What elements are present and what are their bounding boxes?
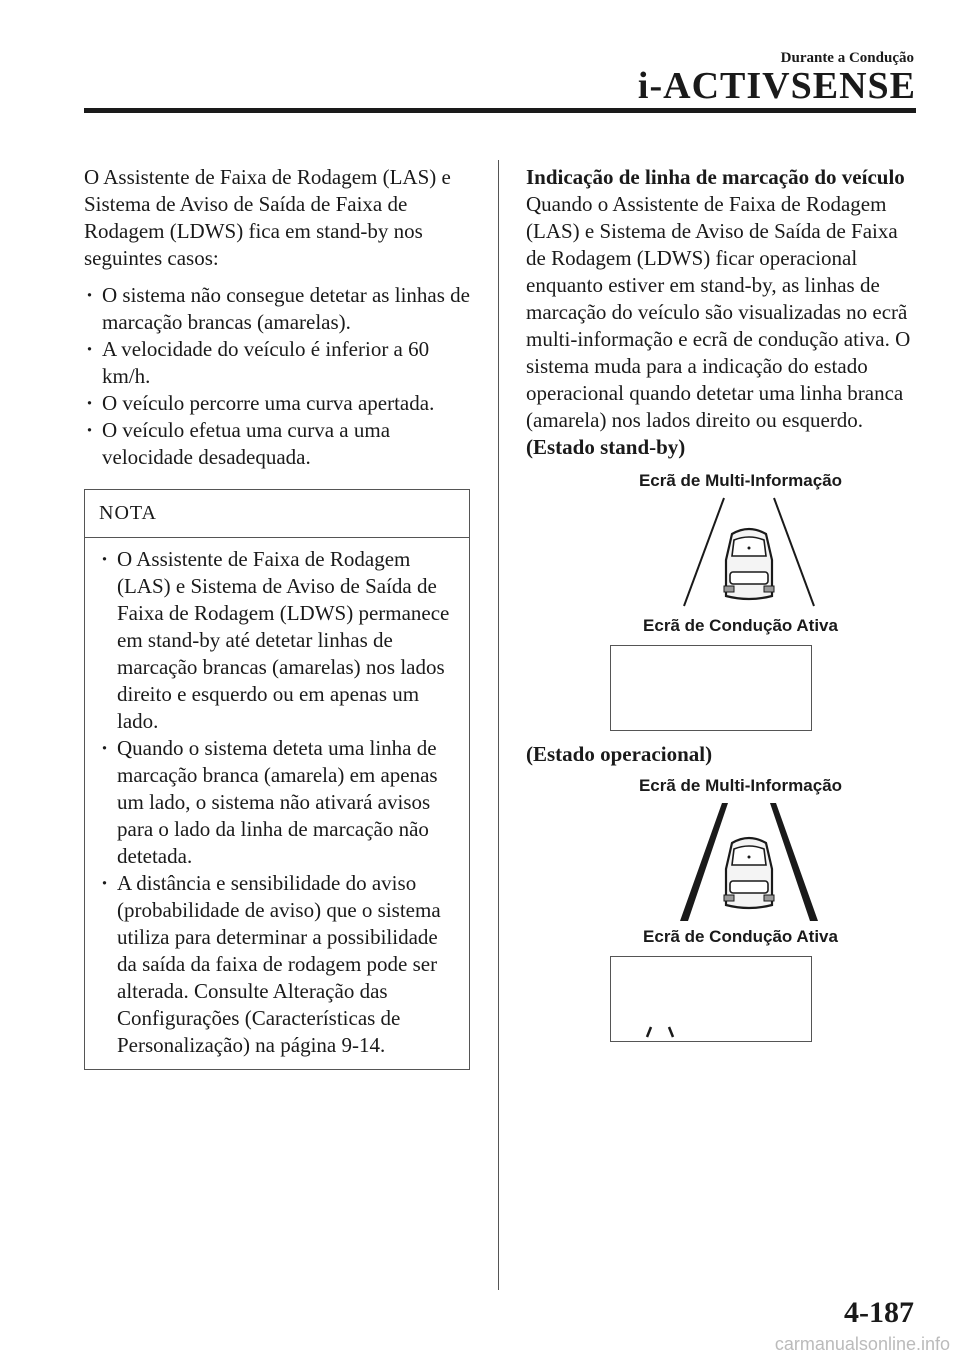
intro-paragraph: O Assistente de Faixa de Rodagem (LAS) e Sistema de Aviso de Saída de Faixa de Rodagem (LDWS) fica em stand-by nos seguintes casos: <box>84 165 451 270</box>
note-box <box>84 489 470 1070</box>
left-lane-mark <box>647 1027 651 1037</box>
operational-heading: (Estado operacional) <box>526 742 713 766</box>
note-heading: NOTA <box>85 490 469 538</box>
column-divider <box>498 160 499 1290</box>
list-item: · O veículo efetua uma curva a uma velocidade desadequada. <box>84 417 474 471</box>
header-rule <box>84 108 916 113</box>
header-title: i-ACTIVSENSE <box>637 65 916 107</box>
car-icon <box>724 529 774 599</box>
standby-heading: (Estado stand-by) <box>526 435 686 459</box>
operational-active-label: Ecrã de Condução Ativa <box>643 927 838 946</box>
description-paragraph: Quando o Assistente de Faixa de Rodagem (LAS) e Sistema de Aviso de Saída de Faixa de Rodagem (LDWS) ficar operacional enquanto estiver em stand-by, as linhas de marcação do veículo são visualizadas no ecrã multi-informação e ecrã de condução ativa. O sistema muda para a indicação do estado operacional quando detetar uma linha branca (amarela) nos lados direito ou esquerdo. <box>526 192 911 432</box>
car-icon <box>724 838 774 908</box>
operational-multi-label: Ecrã de Multi-Informação <box>638 776 843 795</box>
standby-lane-figure <box>674 496 824 608</box>
operational-active-screen <box>610 956 812 1042</box>
right-lane-line <box>774 498 814 606</box>
list-item: · A velocidade do veículo é inferior a 60 km/h. <box>84 336 474 390</box>
active-lane-marks <box>611 957 811 1041</box>
header-section: Durante a Condução <box>780 50 914 66</box>
list-item: · O sistema não consegue detetar as linhas de marcação brancas (amarelas). <box>84 282 474 336</box>
left-lane-line <box>684 498 724 606</box>
standby-active-screen <box>610 645 812 731</box>
page-number: 4-187 <box>844 1296 914 1329</box>
list-item: · O Assistente de Faixa de Rodagem (LAS) e Sistema de Aviso de Saída de Faixa de Rodagem (LDWS) permanece em stand-by até detetar linhas de marcação brancas (amarelas) nos lados direito e esquerdo ou em apenas um lado. <box>99 546 459 735</box>
section-heading: Indicação de linha de marcação do veículo <box>526 165 905 189</box>
right-lane-mark <box>669 1027 673 1037</box>
note-body <box>85 538 469 1069</box>
right-lane-line <box>770 803 818 921</box>
operational-lane-figure <box>674 801 824 923</box>
standby-multi-figure <box>526 496 921 608</box>
left-lane-line <box>680 803 728 921</box>
list-item: · Quando o sistema deteta uma linha de marcação branca (amarela) em apenas um lado, o sistema não ativará avisos para o lado da linha de marcação não detetada. <box>99 735 459 870</box>
right-column <box>526 164 921 1042</box>
operational-multi-figure <box>526 801 921 923</box>
standby-multi-label: Ecrã de Multi-Informação <box>638 471 843 490</box>
list-item: · A distância e sensibilidade do aviso (probabilidade de aviso) que o sistema utiliza para determinar a possibilidade da saída da faixa de rodagem pode ser alterada. Consulte Alteração das Configurações (Características de Personalização) na página 9-14. <box>99 870 459 1059</box>
standby-conditions-list <box>84 282 474 471</box>
footer-watermark: carmanualsonline.info <box>774 1334 950 1354</box>
left-column <box>84 164 474 1070</box>
standby-active-label: Ecrã de Condução Ativa <box>643 616 838 635</box>
note-list <box>99 546 459 1059</box>
list-item: · O veículo percorre uma curva apertada. <box>84 390 474 417</box>
